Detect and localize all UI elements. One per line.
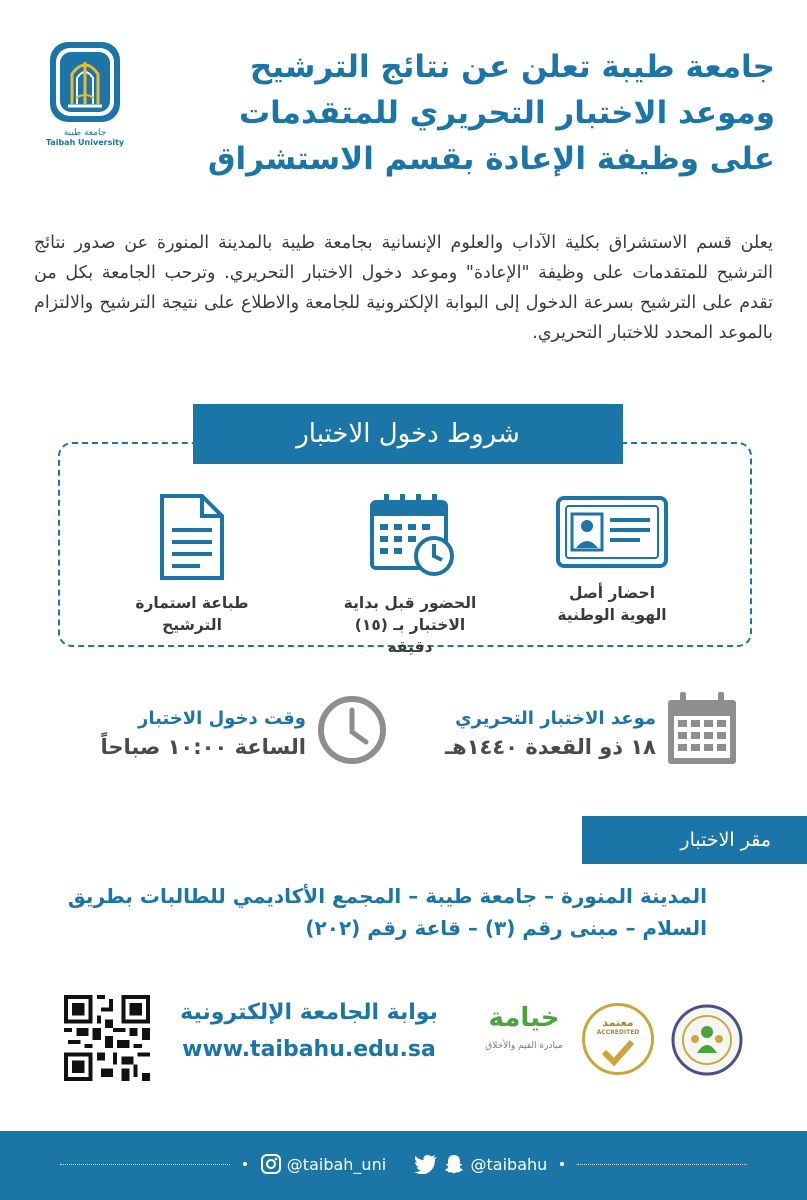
announcement-title xyxy=(175,44,775,182)
divider xyxy=(577,1164,747,1165)
exam-date xyxy=(410,708,656,759)
exam-date-value: ١٨ ذو القعدة ١٤٤٠هـ xyxy=(444,735,656,759)
condition-line: الحضور قبل بداية xyxy=(343,594,477,612)
conditions-title: شروط دخول الاختبار xyxy=(193,404,623,464)
id-card-icon xyxy=(552,492,672,572)
instagram-icon[interactable] xyxy=(260,1153,282,1175)
condition-item xyxy=(112,492,272,636)
calendar-icon xyxy=(664,690,740,768)
venue-address xyxy=(67,880,707,944)
portal xyxy=(178,1000,440,1062)
checkmark-icon xyxy=(598,1038,638,1066)
khayamah-badge xyxy=(478,1003,570,1051)
qr-code[interactable] xyxy=(64,995,150,1081)
accredited-english: ACCREDITED xyxy=(596,1029,640,1036)
document-icon xyxy=(152,492,232,582)
exam-time xyxy=(70,708,306,759)
venue-line: المدينة المنورة – جامعة طيبة – المجمع الأكاديمي للطالبات بطريق xyxy=(67,884,707,908)
calendar-clock-icon xyxy=(360,492,460,582)
divider xyxy=(60,1164,230,1165)
dot xyxy=(560,1162,564,1166)
footer-bar xyxy=(0,1131,807,1200)
social-handles xyxy=(0,1153,807,1175)
venue-line: السلام – مبنى رقم (٣) – قاعة رقم (٢٠٢) xyxy=(305,916,707,940)
condition-line: الاختبار بـ (١٥) دقيقه xyxy=(354,616,466,656)
portal-url-link[interactable]: www.taibahu.edu.sa xyxy=(182,1037,436,1062)
logo-name-english: Taibah University xyxy=(45,138,125,147)
condition-line: الهوية الوطنية xyxy=(557,606,667,624)
accredited-arabic: معتمد xyxy=(602,1016,634,1029)
condition-line: طباعة استمارة xyxy=(135,594,249,612)
intro-paragraph: يعلن قسم الاستشراق بكلية الآداب والعلوم الإنسانية بجامعة طيبة بالمدينة المنورة عن صدور نتائج الترشيح للمتقدمات على وظيفة "الإعادة" وموعد دخول الاختبار التحريري. وترحب الجامعة بكل من تقدم على الترشيح بسرعة الدخول إلى البوابة الإلكترونية للجامعة والاطلاع على نتيجة الترشيح والالتزام بالموعد المحدد للاختبار التحريري. xyxy=(34,233,773,343)
khayamah-subtitle: مبادرة القيم والأخلاق xyxy=(485,1041,563,1051)
condition-line: احضار أصل xyxy=(568,584,656,602)
venue-title: مقر الاختبار xyxy=(582,816,807,864)
twitter-snapchat-handle-link[interactable]: @taibahu xyxy=(470,1154,548,1174)
health-program-emblem-icon xyxy=(670,1003,744,1077)
title-line: جامعة طيبة تعلن عن نتائج الترشيح xyxy=(249,49,775,85)
exam-time-title: وقت دخول الاختبار xyxy=(137,708,306,729)
exam-time-value: الساعة ١٠:٠٠ صباحاً xyxy=(100,735,306,759)
university-logo xyxy=(40,38,130,147)
title-line: وموعد الاختبار التحريري للمتقدمات xyxy=(238,95,775,131)
accredited-badge xyxy=(582,1003,654,1075)
condition-item xyxy=(532,492,692,626)
title-line: على وظيفة الإعادة بقسم الاستشراق xyxy=(207,141,775,177)
university-emblem-icon xyxy=(46,38,124,126)
twitter-icon[interactable] xyxy=(414,1154,438,1174)
portal-title: بوابة الجامعة الإلكترونية xyxy=(180,1000,438,1025)
snapchat-icon[interactable] xyxy=(443,1153,465,1175)
logo-name-arabic: جامعة طيبة xyxy=(63,128,107,138)
khayamah-name: خيامة xyxy=(488,1003,560,1033)
clock-icon xyxy=(316,694,388,766)
condition-item xyxy=(330,492,490,658)
condition-line: الترشيح xyxy=(162,616,222,634)
instagram-handle-link[interactable]: @taibah_uni xyxy=(286,1154,387,1174)
exam-date-title: موعد الاختبار التحريري xyxy=(455,708,656,729)
dot xyxy=(243,1162,247,1166)
